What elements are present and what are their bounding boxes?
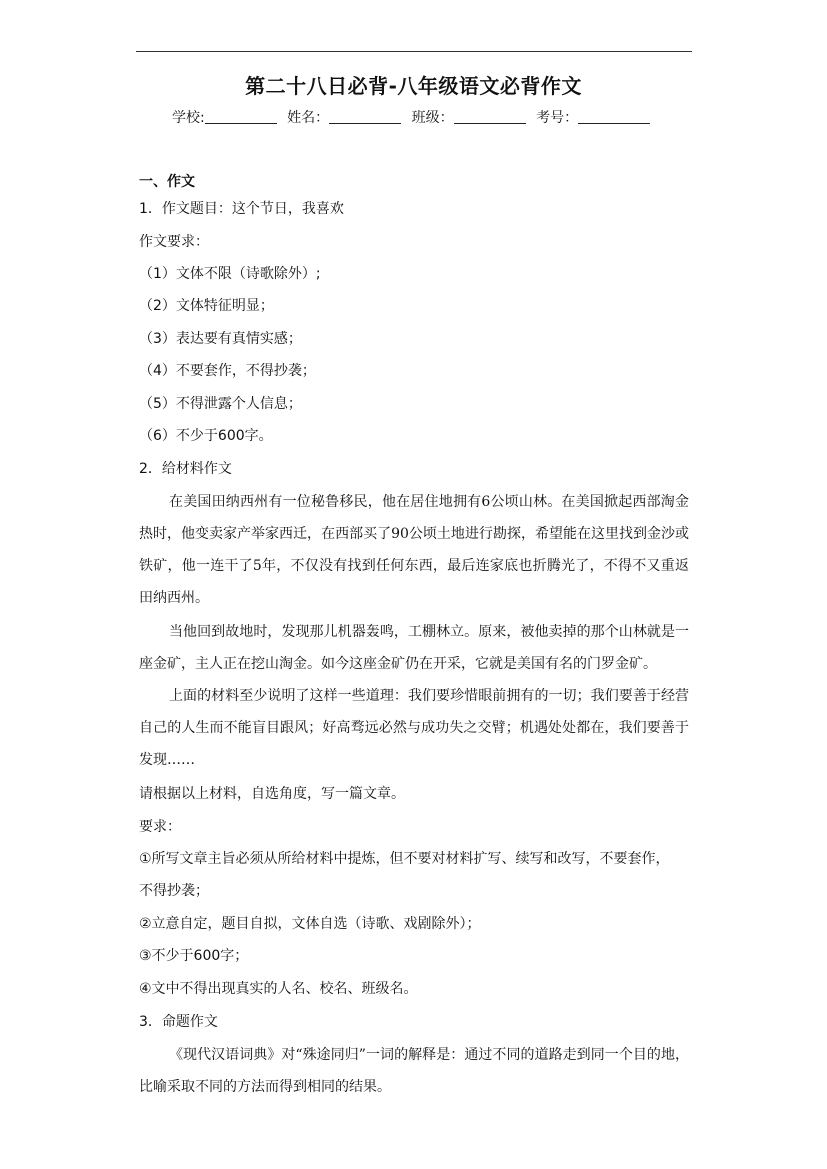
header-rule (136, 51, 692, 52)
q2-req-item: ④文中不得出现真实的人名、校名、班级名。 (139, 981, 418, 997)
name-label: 姓名： (287, 110, 330, 126)
q2-instruction: 请根据以上材料，自选角度，写一篇文章。 (139, 786, 405, 802)
q1-req-item: （6）不少于600字。 (139, 428, 273, 444)
student-info-row (172, 107, 656, 127)
q1-title: 1．作文题目：这个节日，我喜欢 (139, 201, 344, 217)
school-blank (205, 109, 277, 124)
q2-material-paragraph: 当他回到故地时，发现那儿机器轰鸣，工棚林立。原来，被他卖掉的那个山林就是一座金矿，主人正在挖山淘金。如今这座金矿仍在开采，它就是美国有名的门罗金矿。 (139, 624, 689, 672)
q2-req-label: 要求： (139, 819, 181, 835)
q2-title: 2．给材料作文 (139, 461, 232, 477)
name-blank (329, 109, 401, 124)
class-blank (454, 109, 526, 124)
q2-material-paragraph: 上面的材料至少说明了这样一些道理：我们要珍惜眼前拥有的一切；我们要善于经营自己的人生而不能盲目跟风；好高骛远必然与成功失之交臂；机遇处处都在，我们要善于发现…… (139, 688, 689, 768)
school-label: 学校: (172, 110, 205, 126)
q1-req-label: 作文要求： (139, 234, 209, 250)
number-blank (578, 109, 650, 124)
q1-req-item: （3）表达要有真情实感； (139, 331, 302, 347)
class-label: 班级： (411, 110, 454, 126)
section-heading: 一、作文 (139, 174, 195, 190)
q2-req-item-cont: 不得抄袭； (139, 883, 209, 899)
q3-paragraph: 《现代汉语词典》对“殊途同归”一词的解释是：通过不同的道路走到同一个目的地，比喻采取不同的方法而得到相同的结果。 (139, 1047, 689, 1095)
page-title: 第二十八日必背-八年级语文必背作文 (245, 74, 582, 98)
number-label: 考号： (536, 110, 579, 126)
q2-req-item: ③不少于600字； (139, 948, 249, 964)
q2-req-item: ①所写文章主旨必须从所给材料中提炼，但不要对材料扩写、续写和改写，不要套作， (139, 851, 670, 867)
q1-req-item: （1）文体不限（诗歌除外）; (139, 266, 321, 282)
q1-req-item: （5）不得泄露个人信息； (139, 396, 302, 412)
q3-title: 3．命题作文 (139, 1014, 218, 1030)
q2-req-item: ②立意自定，题目自拟，文体自选（诗歌、戏剧除外）； (139, 916, 481, 932)
q1-req-item: （2）文体特征明显； (139, 298, 274, 314)
q1-req-item: （4）不要套作，不得抄袭； (139, 363, 316, 379)
q2-material-paragraph: 在美国田纳西州有一位秘鲁移民，他在居住地拥有6公顷山林。在美国掀起西部淘金热时，他变卖家产举家西迁，在西部买了90公顷土地进行勘探，希望能在这里找到金沙或铁矿，他一连干了5年，不仅没有找到任何东西，最后连家底也折腾光了，不得不又重返田纳西州。 (139, 494, 689, 606)
